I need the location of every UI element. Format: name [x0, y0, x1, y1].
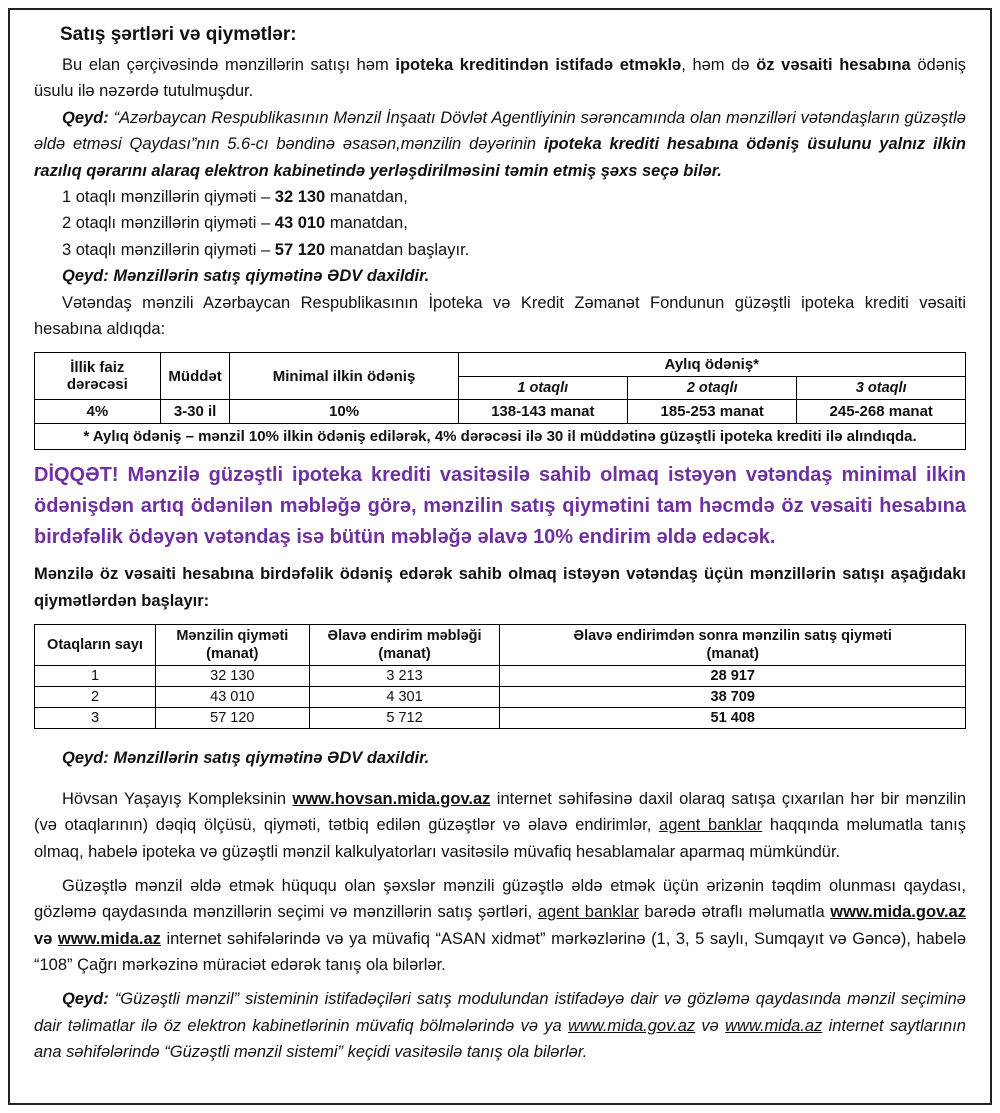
text-run: Hövsan Yaşayış Kompleksinin [62, 789, 293, 808]
text-run: Qeyd: Mənzillərin satış qiymətinə ƏDV daxildir. [62, 267, 430, 286]
text-run: və [34, 929, 58, 948]
text-run: Qeyd: [62, 990, 115, 1009]
paragraph-final-note [34, 986, 966, 1065]
header-unit: (manat) [706, 646, 759, 663]
text-run: ödəniş üsulu ilə nəzərdə tutulmuşdur. [34, 56, 967, 101]
attention-notice [34, 460, 966, 553]
note-vat-included-1 [34, 263, 966, 289]
col-header-min-initial-payment: Minimal ilkin ödəniş [230, 353, 458, 400]
text-run: 2 otaqlı mənzillərin qiyməti – [62, 214, 275, 233]
cell-annual-rate: 4% [35, 400, 161, 424]
document-frame [8, 8, 992, 1105]
col-header-monthly-payment: Aylıq ödəniş* [458, 353, 965, 377]
cell-monthly-3-room: 245-268 manat [797, 400, 966, 424]
table-row [35, 666, 966, 687]
text-run: ipoteka kreditindən istifadə etməklə [395, 56, 682, 74]
col-header-apartment-price [156, 625, 310, 666]
paragraph-mortgage-fund [34, 290, 966, 343]
text-run: manatdan, [325, 187, 408, 206]
link-agent-banks: agent banklar [537, 903, 639, 922]
paragraph-cash-payment-intro [34, 561, 966, 614]
col-header-extra-discount [309, 625, 500, 666]
cell-extra-discount: 5 712 [309, 708, 500, 729]
link-mida-gov-az: www.mida.gov.az [830, 903, 966, 922]
text-run: 57 120 [274, 240, 326, 259]
price-line-3-room [34, 237, 966, 263]
text-run: Qeyd: [62, 108, 114, 127]
cell-apartment-price: 43 010 [156, 687, 310, 708]
table-footnote-row [35, 424, 966, 450]
table-header-row [35, 353, 966, 377]
text-run: “Azərbaycan Respublikasının Mənzil İnşaatı Dövlət Agentliyinin sərəncamında olan mənzilləri vətəndaşların güzəştlə əldə etməsi Qaydası”nın 5.6-cı bəndinə əsasən,mənzilin dəyərinin [34, 108, 966, 154]
cell-term: 3-30 il [160, 400, 230, 424]
text-run: , həm də [681, 56, 757, 74]
text-run: ipoteka krediti hesabına ödəniş üsulunu yalnız ilkin razılıq qərarını alaraq elektron kabinetində yerləşdirilməsini təmin etmiş şəxs seçə bilər. [34, 135, 966, 180]
cell-apartment-price: 32 130 [156, 666, 310, 687]
header-label: Mənzilin qiyməti [176, 628, 289, 645]
text-run: DİQQƏT! Mənzilə güzəştli ipoteka krediti vasitəsilə sahib olmaq istəyən vətəndaş minimal ilkin ödənişdən artıq ödənilən məbləğə görə, mənzilin satış qiymətini tam həcmdə öz vəsaiti hesabına birdəfəlik ödəyən vətəndaş isə bütün məbləğə əlavə 10% endirim əldə edəcək. [34, 464, 966, 549]
cell-monthly-1-room: 138-143 manat [458, 400, 627, 424]
mortgage-terms-table [34, 352, 966, 450]
text-run: 43 010 [274, 214, 326, 233]
link-mida-gov-az: www.mida.gov.az [567, 1016, 696, 1035]
header-label: Otaqların sayı [47, 637, 143, 654]
header-unit: (manat) [378, 646, 431, 663]
text-run: Mənzilə öz vəsaiti hesabına birdəfəlik ödəniş edərək sahib olmaq istəyən vətəndaş üçün mənzillərin satışı aşağıdakı qiymətlərdən başlayır: [34, 565, 966, 610]
cell-room-count: 2 [35, 687, 156, 708]
spacer [34, 865, 966, 873]
cell-final-price: 51 408 [500, 708, 966, 729]
spacer [34, 978, 966, 986]
text-run: 32 130 [274, 187, 326, 206]
paragraph-hovsan-website [34, 786, 966, 865]
text-run: internet səhifələrində və ya müvafiq “ASAN xidmət” mərkəzlərinə (1, 3, 5 saylı, Sumqayıt və Gəncə), habelə “108” Çağrı mərkəzinə müraciət edərək tanış ola bilərlər. [34, 929, 966, 975]
table-footnote: * Aylıq ödəniş – mənzil 10% ilkin ödəniş edilərək, 4% dərəcəsi ilə 30 il müddətinə güzəştli ipoteka krediti ilə alındıqda. [35, 424, 966, 450]
text-run: “Güzəştli mənzil” sisteminin istifadəçiləri satış modulundan istifadəyə dair və gözləmə qaydasında mənzil seçiminə dair təlimatlar ilə öz elektron kabinetlərinin müvafiq bölmələrində və ya [34, 990, 966, 1035]
col-subheader-1-room: 1 otaqlı [458, 377, 627, 400]
table-row [35, 687, 966, 708]
text-run: və [695, 1016, 726, 1035]
price-line-2-room [34, 210, 966, 236]
cell-apartment-price: 57 120 [156, 708, 310, 729]
text-run: 3 otaqlı mənzillərin qiyməti – [62, 240, 275, 259]
header-unit: (manat) [206, 646, 259, 663]
note-vat-included-2 [34, 745, 966, 771]
cell-room-count: 3 [35, 708, 156, 729]
text-run: haqqında məlumatla tanış olmaq, habelə ipoteka və güzəştli mənzil kalkulyatorları vasitəsilə müvafiq hesablamalar aparmaq mümkündür. [34, 816, 966, 861]
text-run: 1 otaqlı mənzillərin qiyməti – [62, 187, 275, 206]
cell-extra-discount: 4 301 [309, 687, 500, 708]
header-label: Əlavə endirim məbləği [327, 628, 482, 645]
cell-monthly-2-room: 185-253 manat [628, 400, 797, 424]
text-run: öz vəsaiti hesabına [756, 56, 911, 74]
text-run: barədə ətraflı məlumatla [638, 903, 831, 922]
table-header-row [35, 625, 966, 666]
page-title: Satış şərtləri və qiymətlər: [60, 24, 297, 45]
col-header-final-price [500, 625, 966, 666]
col-subheader-3-room: 3 otaqlı [797, 377, 966, 400]
cash-discount-table [34, 624, 966, 729]
paragraph-eligibility-info [34, 873, 966, 979]
price-line-1-room [34, 184, 966, 210]
link-hovsan-mida-gov-az: www.hovsan.mida.gov.az [292, 789, 491, 808]
text-run: manatdan, [325, 214, 408, 233]
cell-room-count: 1 [35, 666, 156, 687]
col-header-term: Müddət [160, 353, 230, 400]
col-subheader-2-room: 2 otaqlı [628, 377, 797, 400]
text-run: Vətəndaş mənzili Azərbaycan Respublikasının İpoteka və Kredit Zəmanət Fondunun güzəştli ipoteka krediti vəsaiti hesabına aldıqda: [34, 293, 966, 338]
link-agent-banks: agent banklar [659, 816, 763, 835]
text-run: manatdan başlayır. [325, 240, 470, 259]
cell-min-initial-payment: 10% [230, 400, 458, 424]
table-row [35, 708, 966, 729]
text-run: Güzəştlə mənzil əldə etmək hüququ olan şəxslər mənzili güzəştlə əldə etmək üçün ərizənin təqdim olunması qaydası, gözləmə qaydasında mənzillərin seçimi və mənzillərin satış şərtləri, [34, 876, 966, 922]
link-mida-az: www.mida.az [725, 1016, 823, 1035]
text-run: internet saytlarının ana səhifələrində “Güzəştli mənzil sistemi” keçidi vasitəsilə tanış ola bilərlər. [34, 1016, 966, 1062]
link-mida-az: www.mida.az [57, 929, 161, 948]
col-header-annual-rate: İllik faiz dərəcəsi [35, 353, 161, 400]
cell-final-price: 38 709 [500, 687, 966, 708]
col-header-room-count [35, 625, 156, 666]
cell-final-price: 28 917 [500, 666, 966, 687]
paragraph-note-1 [34, 105, 966, 184]
cell-extra-discount: 3 213 [309, 666, 500, 687]
table-row [35, 400, 966, 424]
text-run: internet səhifəsinə daxil olaraq satışa çıxarılan hər bir mənzilin (və otaqlarının) dəqiq ölçüsü, qiyməti, tətbiq edilən güzəştlər və əlavə endirimlər, [34, 789, 967, 835]
text-run: Bu elan çərçivəsində mənzillərin satışı həm [62, 56, 396, 74]
text-run: Qeyd: Mənzillərin satış qiymətinə ƏDV daxildir. [62, 749, 430, 768]
header-label: Əlavə endirimdən sonra mənzilin satış qiyməti [573, 628, 892, 645]
paragraph-intro [34, 52, 966, 105]
